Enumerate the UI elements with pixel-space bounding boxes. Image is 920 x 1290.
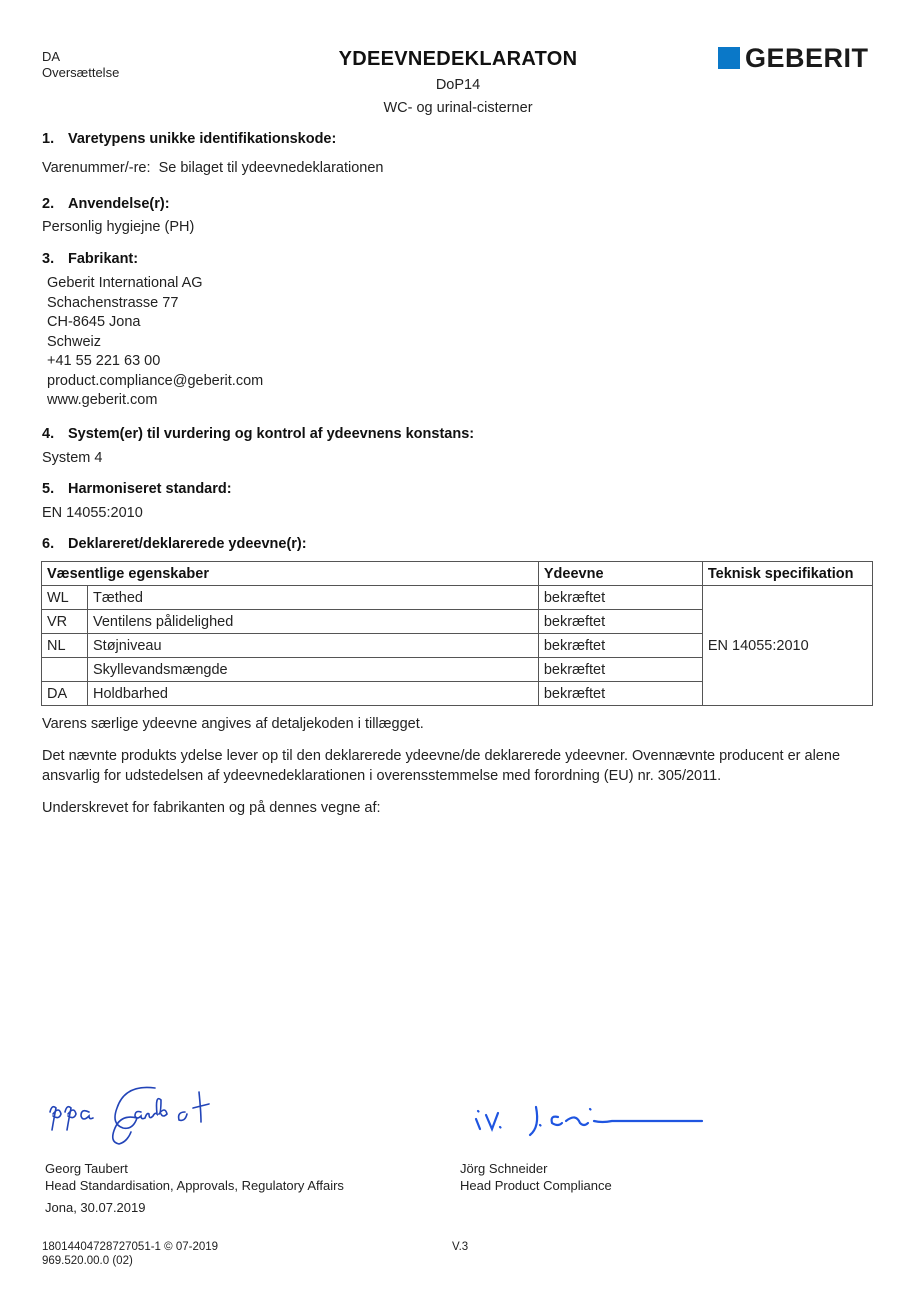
manufacturer-email[interactable]: product.compliance@geberit.com	[47, 372, 264, 389]
signer-1	[45, 1161, 344, 1216]
row-property: Skyllevandsmængde	[88, 658, 539, 682]
section-2-value: Personlig hygiejne (PH)	[42, 219, 195, 235]
signed-on-behalf: Underskrevet for fabrikanten og på dennes vegne af:	[42, 800, 381, 816]
row-performance: bekræftet	[538, 634, 702, 658]
row-property: Ventilens pålidelighed	[88, 610, 539, 634]
document-title: YDEEVNEDEKLARATON	[338, 48, 578, 70]
section-3-heading: 3. Fabrikant:	[42, 251, 139, 267]
conformity-statement: Det nævnte produkts ydelse lever op til den deklarerede ydeevne/de deklarerede ydeevner. Ovennævnte producent er alene ansvarlig for udstedelsen af ydeevnedeklarationen i overensstemmelse med forordning (EU) nr. 305/2011.	[42, 748, 841, 784]
manufacturer-website[interactable]: www.geberit.com	[47, 392, 158, 408]
manufacturer-address	[47, 274, 263, 411]
header-properties: Væsentlige egenskaber	[42, 562, 539, 586]
row-code: NL	[42, 634, 88, 658]
language-code: DA	[42, 49, 61, 64]
footer-left	[42, 1240, 218, 1268]
manufacturer-city: CH-8645 Jona	[47, 314, 141, 330]
section-1-heading: 1. Varetypens unikke identifikationskode:	[42, 131, 337, 147]
signature-taubert-icon	[45, 1082, 255, 1152]
signer-2-role: Head Product Compliance	[460, 1178, 612, 1193]
signer-1-name: Georg Taubert	[45, 1161, 128, 1176]
row-performance: bekræftet	[538, 586, 702, 610]
row-spec: EN 14055:2010	[702, 586, 872, 706]
header-performance: Ydeevne	[538, 562, 702, 586]
footer-article-number: 969.520.00.0 (02)	[42, 1255, 133, 1267]
detail-code-note: Varens særlige ydeevne angives af detaljekoden i tillægget.	[42, 716, 424, 732]
table-row	[42, 586, 873, 610]
performance-table	[41, 561, 873, 706]
logo-square-icon	[718, 47, 740, 69]
translation-note: Oversættelse	[42, 65, 120, 80]
row-code: DA	[42, 682, 88, 706]
row-performance: bekræftet	[538, 682, 702, 706]
signer-2-name: Jörg Schneider	[460, 1161, 548, 1176]
table-header-row	[42, 562, 873, 586]
row-property: Tæthed	[88, 586, 539, 610]
row-code: VR	[42, 610, 88, 634]
place-date: Jona, 30.07.2019	[45, 1200, 146, 1215]
manufacturer-street: Schachenstrasse 77	[47, 294, 179, 311]
geberit-logo	[718, 43, 869, 73]
logo-wordmark: GEBERIT	[745, 43, 869, 73]
section-6-heading: 6. Deklareret/deklarerede ydeevne(r):	[42, 536, 307, 552]
header-spec: Teknisk specifikation	[702, 562, 872, 586]
row-property: Støjniveau	[88, 634, 539, 658]
section-5-heading: 5. Harmoniseret standard:	[42, 481, 232, 497]
row-code	[42, 658, 88, 682]
section-2-heading: 2. Anvendelse(r):	[42, 196, 170, 212]
manufacturer-country: Schweiz	[47, 333, 101, 350]
manufacturer-name: Geberit International AG	[47, 275, 203, 291]
row-property: Holdbarhed	[88, 682, 539, 706]
row-performance: bekræftet	[538, 610, 702, 634]
section-4-value: System 4	[42, 450, 103, 466]
signature-schneider-icon	[470, 1095, 710, 1145]
section-4-heading: 4. System(er) til vurdering og kontrol af ydeevnens konstans:	[42, 426, 475, 442]
signer-2	[460, 1161, 612, 1194]
document-id: DoP14	[435, 77, 481, 93]
document-subtitle: WC- og urinal-cisterner	[383, 100, 533, 116]
section-5-value: EN 14055:2010	[42, 505, 143, 521]
footer-version: V.3	[452, 1241, 469, 1253]
signer-1-role: Head Standardisation, Approvals, Regulatory Affairs	[45, 1178, 344, 1193]
row-code: WL	[42, 586, 88, 610]
row-performance: bekræftet	[538, 658, 702, 682]
footer-doc-number: 18014404728727051-1 © 07-2019	[42, 1241, 219, 1253]
manufacturer-phone: +41 55 221 63 00	[47, 353, 161, 369]
section-1-value: Varenummer/-re: Se bilaget til ydeevnedeklarationen	[42, 160, 384, 176]
